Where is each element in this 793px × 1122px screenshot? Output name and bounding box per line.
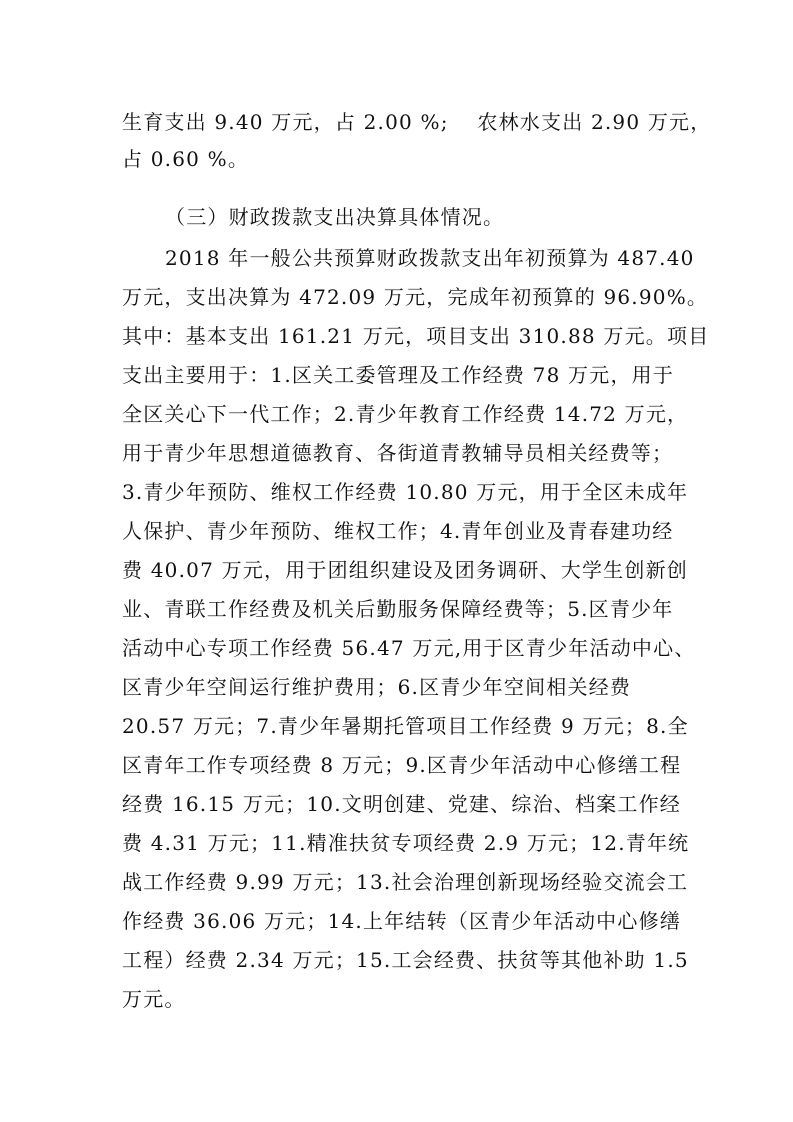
text-line: 作经费 36.06 万元；14.上年结转（区青少年活动中心修缮 bbox=[122, 909, 681, 933]
text-line: 万元，支出决算为 472.09 万元，完成年初预算的 96.90%。 bbox=[122, 285, 709, 309]
text-line: 万元。 bbox=[122, 987, 186, 1011]
text-line: 业、青联工作经费及机关后勤服务保障经费等；5.区青少年 bbox=[122, 597, 674, 621]
text-line: 人保护、青少年预防、维权工作；4.青年创业及青春建功经 bbox=[122, 519, 674, 543]
text-line: 3.青少年预防、维权工作经费 10.80 万元，用于全区未成年 bbox=[122, 480, 689, 504]
text-line: 工程）经费 2.34 万元；15.工会经费、扶贫等其他补助 1.5 bbox=[122, 948, 689, 972]
text-line: 战工作经费 9.99 万元；13.社会治理创新现场经验交流会工 bbox=[122, 870, 689, 894]
text-line: 区青少年空间运行维护费用；6.区青少年空间相关经费 bbox=[122, 675, 632, 699]
text-line: 活动中心专项工作经费 56.47 万元,用于区青少年活动中心、 bbox=[122, 636, 696, 660]
text-line: 用于青少年思想道德教育、各街道青教辅导员相关经费等； bbox=[122, 441, 674, 465]
text-line: 费 40.07 万元，用于团组织建设及团务调研、大学生创新创 bbox=[122, 558, 688, 582]
text-line: 费 4.31 万元；11.精准扶贫专项经费 2.9 万元；12.青年统 bbox=[122, 831, 690, 855]
text-line: 区青年工作专项经费 8 万元；9.区青少年活动中心修缮工程 bbox=[122, 753, 682, 777]
text-line: 其中：基本支出 161.21 万元，项目支出 310.88 万元。项目 bbox=[122, 324, 710, 348]
text-line: 20.57 万元；7.青少年暑期托管项目工作经费 9 万元；8.全 bbox=[122, 714, 689, 738]
text-line: 生育支出 9.40 万元，占 2.00 %; 农林水支出 2.90 万元， bbox=[122, 110, 712, 134]
paragraph-first-line: 2018 年一般公共预算财政拨款支出年初预算为 487.40 bbox=[165, 246, 695, 270]
section-heading: （三）财政拨款支出决算具体情况。 bbox=[165, 205, 505, 229]
text-line: 经费 16.15 万元；10.文明创建、党建、综治、档案工作经 bbox=[122, 792, 681, 816]
text-line: 全区关心下一代工作；2.青少年教育工作经费 14.72 万元， bbox=[122, 402, 689, 426]
text-line: 支出主要用于：1.区关工委管理及工作经费 78 万元，用于 bbox=[122, 363, 675, 387]
text-line: 占 0.60 %。 bbox=[122, 147, 250, 171]
